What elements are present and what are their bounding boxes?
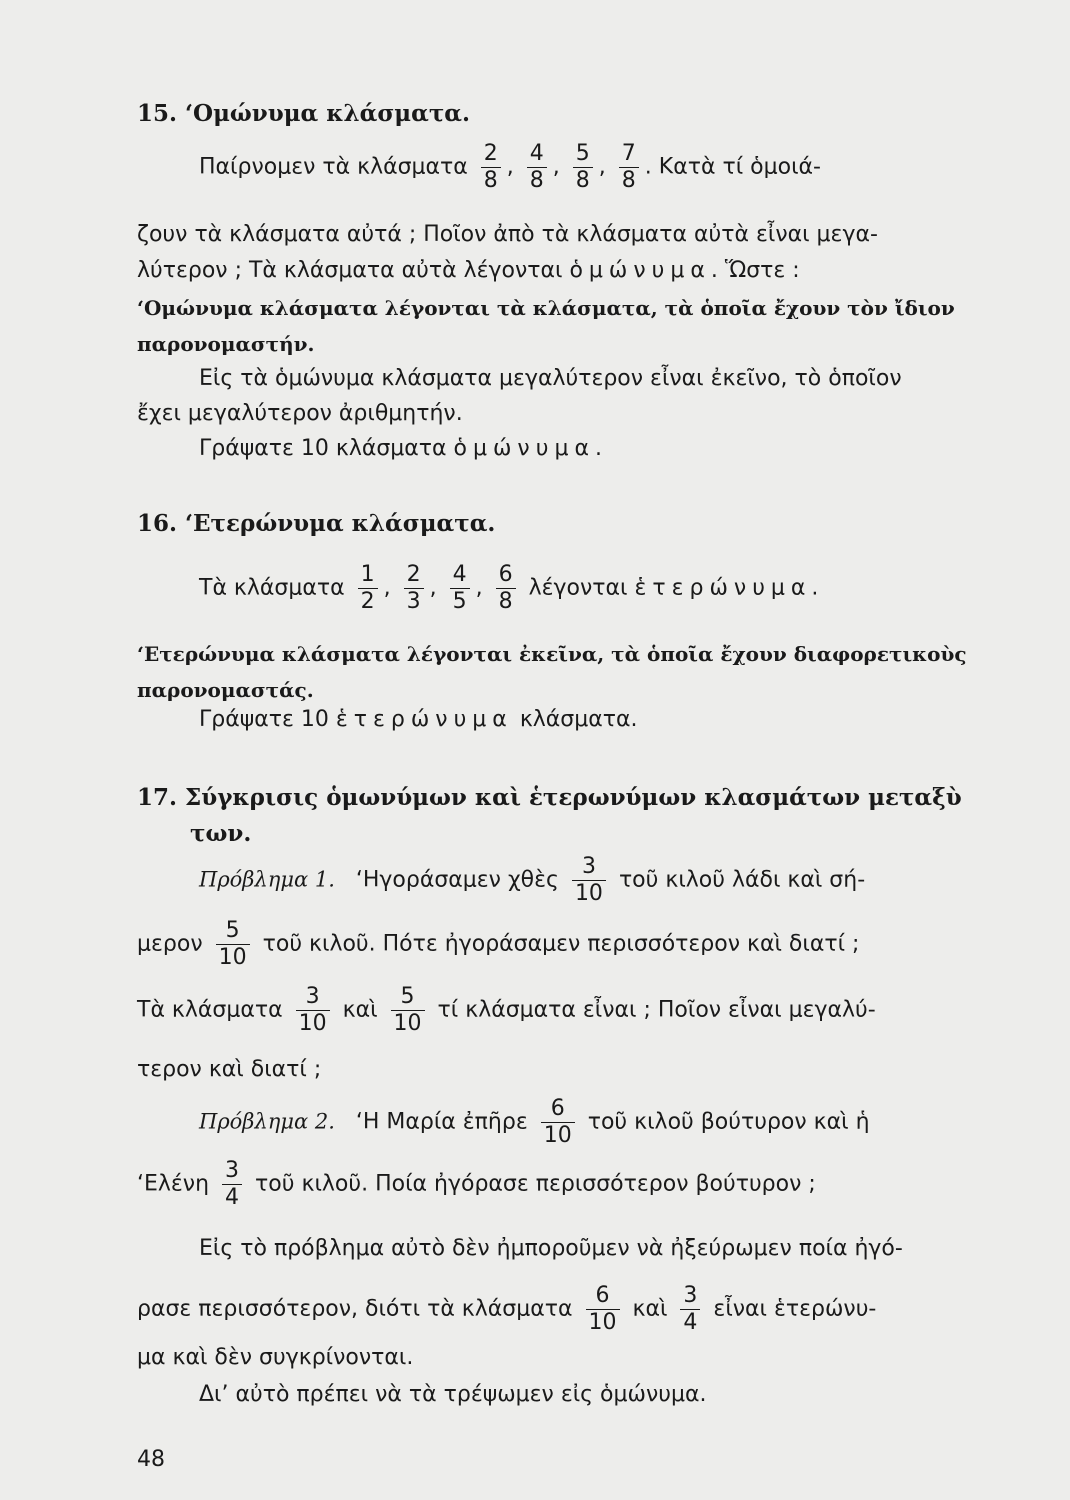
explanation-line-4: Δι’ αὐτὸ πρέπει νὰ τὰ τρέψωμεν εἰς ὁμώνυμα. [199,1382,707,1407]
fraction: $\frac{4}{8}$ [527,143,547,192]
question-line-2: τερον καὶ διατί ; [137,1057,322,1082]
fraction: $\frac{6}{10}$ [541,1098,575,1147]
explanation-line-1: Εἰς τὸ πρόβλημα αὐτὸ δὲν ἠμποροῦμεν νὰ ἠξεύρωμεν ποία ἠγό- [199,1236,903,1261]
fraction: $\frac{2}{3}$ [404,564,424,613]
problem-2-line-1: Πρόβλημα 2. ‘Η Μαρία ἐπῆρε $\frac{6}{10}$ τοῦ κιλοῦ βούτυρον καὶ ἡ [199,1096,870,1148]
fraction: $\frac{2}{8}$ [481,143,501,192]
fraction: $\frac{5}{10}$ [391,986,425,1035]
fraction: $\frac{6}{10}$ [586,1285,620,1334]
fraction: $\frac{6}{8}$ [496,564,516,613]
s15-rule-line-2: παρονομαστήν. [137,332,315,356]
section-15-heading: 15. ‘Ομώνυμα κλάσματα. [137,100,470,127]
s16-line-4: Γράψατε 10 ἑτερώνυμα κλάσματα. [199,707,638,732]
s15-line-6: Εἰς τὰ ὁμώνυμα κλάσματα μεγαλύτερον εἶναι ἐκεῖνο, τὸ ὁποῖον [199,366,902,391]
s15-line-2: ζουν τὰ κλάσματα αὐτά ; Ποῖον ἀπὸ τὰ κλάσματα αὐτὰ εἶναι μεγα- [137,222,878,247]
problem-1-line-1: Πρόβλημα 1. ‘Ηγοράσαμεν χθὲς $\frac{3}{10}$ τοῦ κιλοῦ λάδι καὶ σή- [199,854,866,906]
s16-rule-line-2: παρονομαστάς. [137,678,314,702]
fraction: $\frac{4}{5}$ [450,564,470,613]
fraction: $\frac{3}{4}$ [222,1160,242,1209]
s15-rule-line-1: ‘Ομώνυμα κλάσματα λέγονται τὰ κλάσματα, τὰ ὁποῖα ἔχουν τὸν ἴδιον [137,296,955,320]
fraction: $\frac{3}{10}$ [296,986,330,1035]
fraction: $\frac{5}{8}$ [573,143,593,192]
s15-line-3: λύτερον ; Τὰ κλάσματα αὐτὰ λέγονται ὁμώνυμα. Ὥστε : [137,258,800,283]
question-line-1: Τὰ κλάσματα $\frac{3}{10}$ καὶ $\frac{5}{10}$ τί κλάσματα εἶναι ; Ποῖον εἶναι μεγαλύ- [137,984,876,1036]
fraction: $\frac{3}{4}$ [680,1285,700,1334]
s15-line-7: ἔχει μεγαλύτερον ἀριθμητήν. [137,401,463,426]
fraction: $\frac{5}{10}$ [216,920,250,969]
problem-1-line-2: μερον $\frac{5}{10}$ τοῦ κιλοῦ. Πότε ἠγοράσαμεν περισσότερον καὶ διατί ; [137,918,860,970]
s15-line-8: Γράψατε 10 κλάσματα ὁμώνυμα. [199,436,608,461]
s16-rule-line-1: ‘Ετερώνυμα κλάσματα λέγονται ἐκεῖνα, τὰ ὁποῖα ἔχουν διαφορετικοὺς [137,642,967,666]
explanation-line-3: μα καὶ δὲν συγκρίνονται. [137,1345,414,1370]
section-16-heading: 16. ‘Ετερώνυμα κλάσματα. [137,510,496,537]
s16-line-1: Τὰ κλάσματα $\frac{1}{2}$ , $\frac{2}{3}$ , $\frac{4}{5}$ , $\frac{6}{8}$ λέγονται ἑτερώνυμα. [199,562,825,614]
problem-2-line-2: ‘Ελένη $\frac{3}{4}$ τοῦ κιλοῦ. Ποία ἠγόρασε περισσότερον βούτυρον ; [137,1158,816,1210]
section-17-heading: 17. Σύγκρισις ὁμωνύμων καὶ ἑτερωνύμων κλασμάτων μεταξὺ [137,784,962,811]
fraction: $\frac{1}{2}$ [358,564,378,613]
s15-line-1: Παίρνομεν τὰ κλάσματα $\frac{2}{8}$ , $\frac{4}{8}$ , $\frac{5}{8}$ , $\frac{7}{8}$ . Κατὰ τί ὁμοιά- [199,141,821,193]
fraction: $\frac{3}{10}$ [572,856,606,905]
page-number: 48 [137,1447,165,1472]
fraction: $\frac{7}{8}$ [619,143,639,192]
explanation-line-2: ρασε περισσότερον, διότι τὰ κλάσματα $\frac{6}{10}$ καὶ $\frac{3}{4}$ εἶναι ἑτερώνυ- [137,1283,877,1335]
section-17-heading-cont: των. [190,820,252,847]
